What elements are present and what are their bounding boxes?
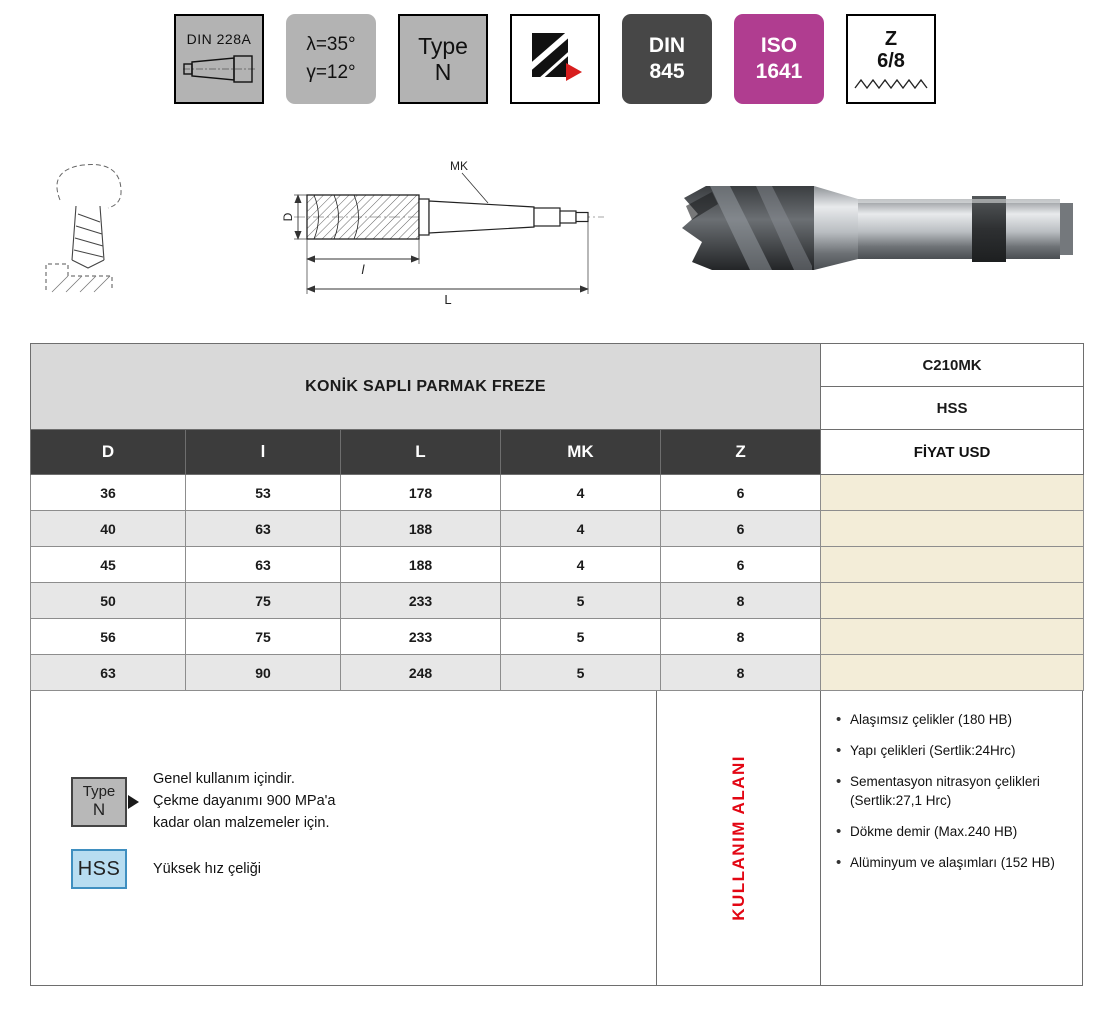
- type-badge-line1: Type: [82, 783, 116, 801]
- type-label-line2: N: [434, 59, 452, 85]
- cell-l: 75: [186, 583, 341, 619]
- cell-mk: 4: [501, 475, 661, 511]
- hss-badge: HSS: [71, 849, 127, 889]
- lambda-angle-label: λ=35°: [306, 34, 356, 56]
- table-row: [31, 511, 1084, 547]
- usage-title: KULLANIM ALANI: [728, 755, 748, 921]
- usage-title-column: [656, 691, 821, 985]
- col-header-l: l: [186, 430, 341, 475]
- cell-d: 45: [31, 547, 186, 583]
- table-title: KONİK SAPLI PARMAK FREZE: [31, 344, 821, 430]
- type-desc-line2: Çekme dayanımı 900 MPa'a: [153, 792, 336, 809]
- cell-total-l: 248: [341, 655, 501, 691]
- price-cell: [821, 475, 1084, 511]
- price-cell: [821, 511, 1084, 547]
- milling-direction-icon: [524, 29, 586, 89]
- badge-iso1641: [734, 14, 824, 104]
- badge-din228a: [174, 14, 264, 104]
- price-header: FİYAT USD: [821, 430, 1084, 475]
- badge-row: [174, 14, 936, 104]
- price-cell: [821, 619, 1084, 655]
- usage-item: • Alüminyum ve alaşımları (152 HB): [835, 854, 1067, 872]
- material-label: HSS: [821, 387, 1084, 430]
- hss-legend: [71, 849, 261, 889]
- arrow-right-icon: [128, 795, 139, 809]
- iso1641-label-line2: 1641: [755, 60, 803, 83]
- usage-item: • Dökme demir (Max.240 HB): [835, 823, 1067, 841]
- col-header-mk: MK: [501, 430, 661, 475]
- cell-z: 8: [661, 619, 821, 655]
- col-header-d: D: [31, 430, 186, 475]
- cell-mk: 4: [501, 547, 661, 583]
- cell-mk: 5: [501, 583, 661, 619]
- cell-l: 63: [186, 511, 341, 547]
- cell-d: 63: [31, 655, 186, 691]
- dimension-drawing: [252, 156, 612, 308]
- spec-table: [30, 343, 1084, 691]
- cell-l: 63: [186, 547, 341, 583]
- cell-d: 56: [31, 619, 186, 655]
- cell-z: 6: [661, 511, 821, 547]
- type-desc-line3: kadar olan malzemeler için.: [153, 814, 330, 831]
- type-desc-line1: Genel kullanım içindir.: [153, 771, 295, 787]
- cell-total-l: 233: [341, 619, 501, 655]
- product-code: C210MK: [821, 344, 1084, 387]
- cell-d: 40: [31, 511, 186, 547]
- table-row: [31, 655, 1084, 691]
- taper-shank-icon: [182, 51, 256, 87]
- col-header-total-l: L: [341, 430, 501, 475]
- cell-z: 6: [661, 475, 821, 511]
- din845-label-line2: 845: [649, 60, 685, 83]
- dim-label-total-length: L: [444, 292, 452, 307]
- din228a-label: DIN 228A: [186, 31, 252, 47]
- price-cell: [821, 655, 1084, 691]
- badge-angles: [286, 14, 376, 104]
- cell-total-l: 188: [341, 547, 501, 583]
- dim-label-mk: MK: [450, 159, 468, 173]
- cell-l: 90: [186, 655, 341, 691]
- table-row: [31, 619, 1084, 655]
- badge-din845: [622, 14, 712, 104]
- dim-label-d: D: [281, 212, 295, 222]
- cell-z: 8: [661, 583, 821, 619]
- cell-mk: 5: [501, 655, 661, 691]
- table-row: [31, 583, 1084, 619]
- cell-l: 53: [186, 475, 341, 511]
- cell-d: 36: [31, 475, 186, 511]
- product-photo: [672, 166, 1077, 291]
- usage-list: [835, 711, 1072, 872]
- cell-total-l: 233: [341, 583, 501, 619]
- z-label: Z: [884, 28, 898, 50]
- hss-description: Yüksek hız çeliği: [153, 861, 261, 877]
- table-row: [31, 547, 1084, 583]
- iso1641-label-line1: ISO: [760, 33, 798, 57]
- usage-item: • Alaşımsız çelikler (180 HB): [835, 711, 1067, 729]
- table-row: [31, 475, 1084, 511]
- cell-total-l: 178: [341, 475, 501, 511]
- footer-box: [30, 691, 1083, 986]
- price-cell: [821, 583, 1084, 619]
- price-cell: [821, 547, 1084, 583]
- badge-z-flutes: [846, 14, 936, 104]
- dim-label-flute-length: l: [361, 262, 365, 277]
- cell-total-l: 188: [341, 511, 501, 547]
- zigzag-icon: [854, 78, 928, 90]
- type-label-line1: Type: [418, 32, 468, 59]
- legend-panel: [31, 691, 656, 985]
- badge-type-n: [398, 14, 488, 104]
- type-n-legend: [71, 769, 336, 834]
- cell-mk: 4: [501, 511, 661, 547]
- cell-l: 75: [186, 619, 341, 655]
- main-content: [30, 343, 1083, 986]
- type-badge-line2: N: [92, 800, 106, 820]
- usage-panel: [821, 691, 1082, 985]
- type-n-badge: [71, 777, 127, 827]
- type-n-description: [153, 769, 336, 834]
- din845-label-line1: DIN: [648, 33, 686, 57]
- col-header-z: Z: [661, 430, 821, 475]
- end-mill-sketch: [38, 160, 138, 298]
- cell-z: 6: [661, 547, 821, 583]
- usage-item: • Sementasyon nitrasyon çelikleri (Sertlik:27,1 Hrc): [835, 773, 1067, 809]
- z-count-label: 6/8: [877, 50, 905, 72]
- cell-d: 50: [31, 583, 186, 619]
- cell-mk: 5: [501, 619, 661, 655]
- usage-item: • Yapı çelikleri (Sertlik:24Hrc): [835, 742, 1067, 760]
- gamma-angle-label: γ=12°: [306, 62, 356, 83]
- badge-milling-symbol: [510, 14, 600, 104]
- cell-z: 8: [661, 655, 821, 691]
